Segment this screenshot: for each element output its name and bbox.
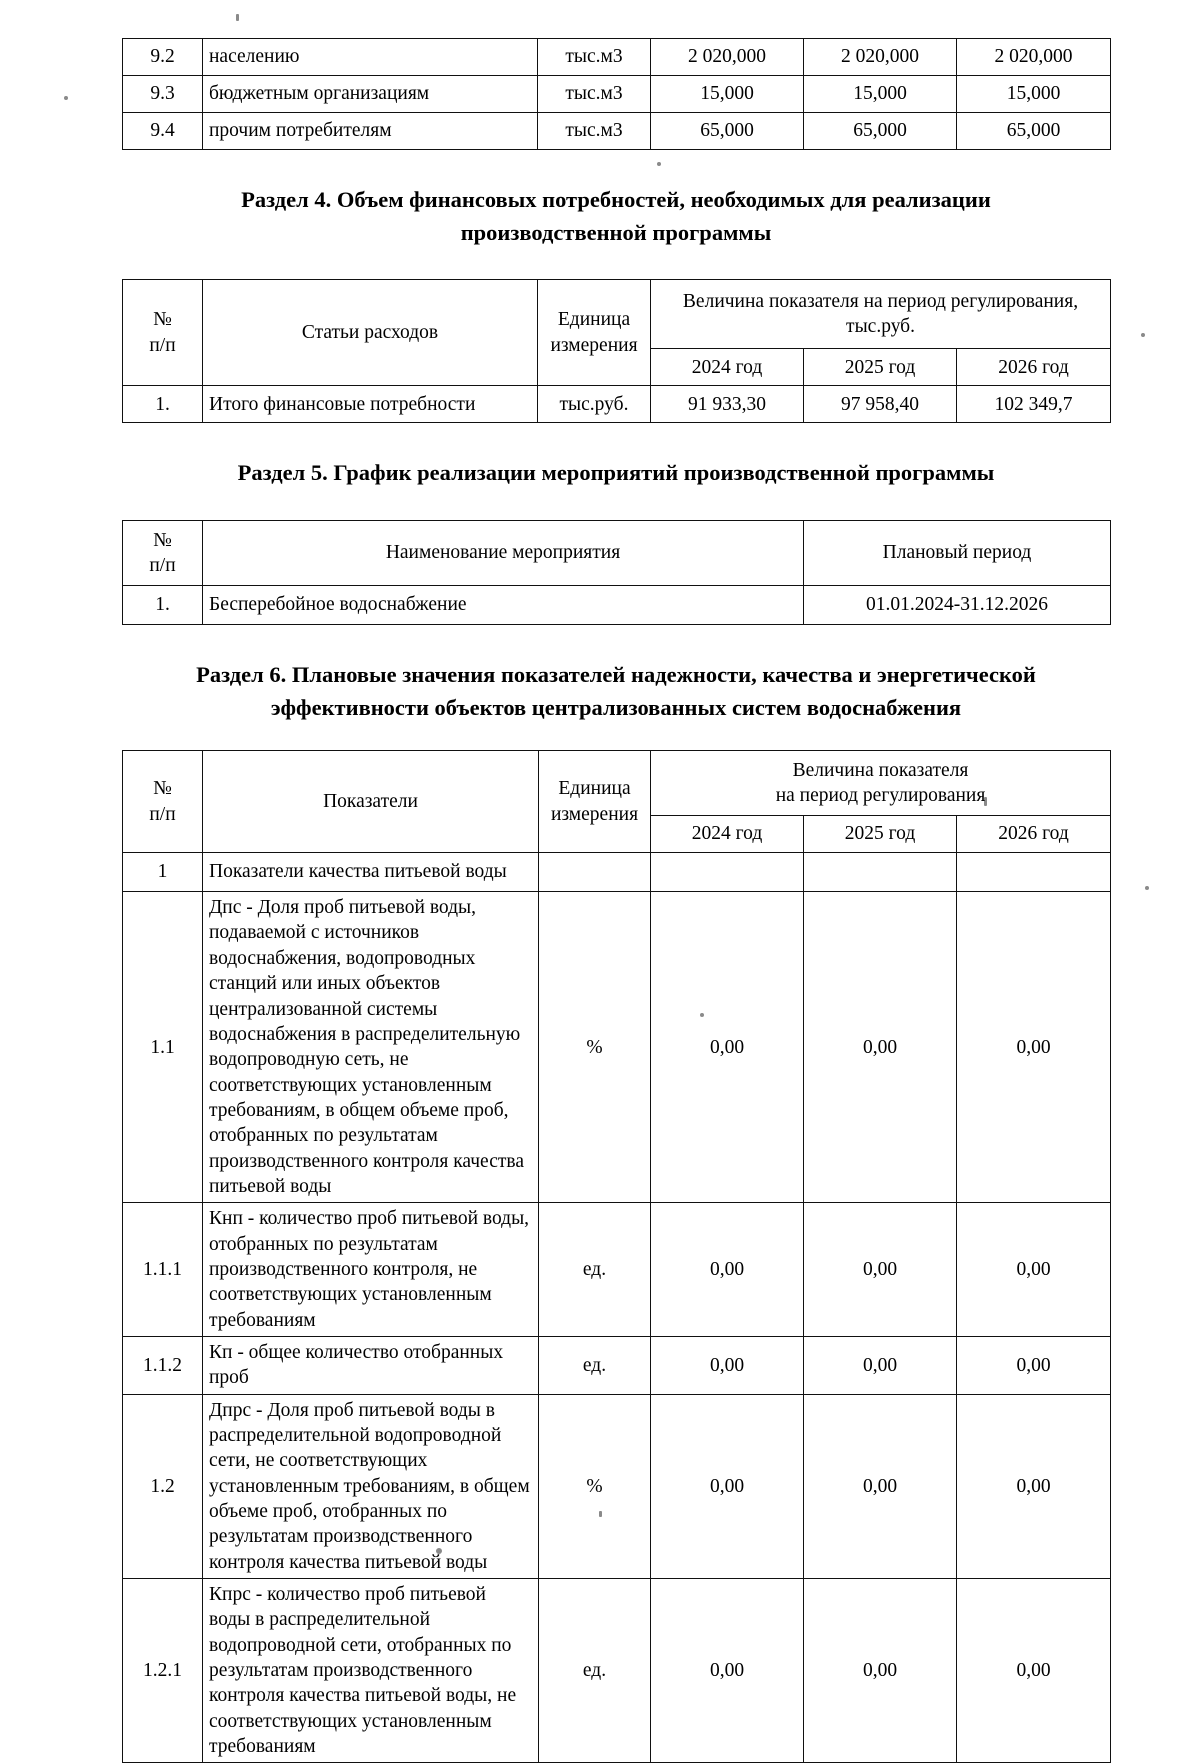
section-5-title-line-1: Раздел 5. График реализации мероприятий производственной программы [237,460,995,486]
column-header-period: Плановый период [804,520,1111,585]
row-value-2025: 0,00 [804,892,957,1203]
table-row [123,1336,1111,1394]
row-value-2026 [957,853,1111,892]
table-header-row [123,280,1111,349]
column-header-2026: 2026 год [957,816,1111,853]
row-value-2026: 102 349,7 [957,386,1111,423]
column-header-number-line-1: № [153,309,172,331]
row-value-2024: 0,00 [651,1203,804,1337]
section-4-title-line-1: Раздел 4. Объем финансовых потребностей, необходимых для реализации [241,187,991,212]
column-header-number-line-1: № [153,529,172,551]
column-header-value-group-line-2: тыс.руб. [846,316,915,338]
row-value-2024: 65,000 [651,113,804,150]
row-value-2024: 15,000 [651,76,804,113]
column-header-unit [538,280,651,386]
column-header-number-line-1: № [153,778,172,800]
table-row [123,585,1111,624]
table-row [123,892,1111,1203]
row-value-2025: 65,000 [804,113,957,150]
row-indicator-text: Кпрс - количество проб питьевой воды в распределительной водопроводной сети, отобранных по результатам производственного контроля качества питьевой воды, не соответствующих установленным требованиям [203,1579,539,1763]
row-value-2024: 0,00 [651,1394,804,1578]
column-header-2024: 2024 год [651,816,804,853]
column-header-2026: 2026 год [957,349,1111,386]
column-header-number-line-2: п/п [149,334,176,356]
scan-speck [1141,333,1145,337]
row-unit: тыс.м3 [538,76,651,113]
row-number: 1.1.1 [123,1203,203,1337]
column-header-indicators: Показатели [203,751,539,853]
row-event: Бесперебойное водоснабжение [203,585,804,624]
table-section-6-head [123,751,1111,853]
table-section-5-body [123,585,1111,624]
row-number: 1. [123,386,203,423]
row-unit: ед. [539,1203,651,1337]
row-value-2025: 97 958,40 [804,386,957,423]
row-value-2026: 15,000 [957,76,1111,113]
row-value-2024 [651,853,804,892]
row-number: 9.2 [123,39,203,76]
column-header-number [123,280,203,386]
section-6-title-line-1: Раздел 6. Плановые значения показателей надежности, качества и энергетической [196,661,1036,687]
column-header-number-line-2: п/п [149,554,176,576]
table-row [123,76,1111,113]
table-row [123,1203,1111,1337]
section-6-title [122,659,1110,724]
row-indicator-text: Дпс - Доля проб питьевой воды, подаваемой с источников водоснабжения, водопроводных станций или иных объектов централизованной системы водоснабжения в распределительную водопроводную сеть, не соответствующих установленным требованиям, в общем объеме проб, отобранных по результатам производственного контроля качества питьевой воды [203,892,539,1203]
row-indicator-text: Показатели качества питьевой воды [203,853,539,892]
table-row [123,853,1111,892]
row-value-2026: 0,00 [957,1203,1111,1337]
table-section-4 [122,279,1111,423]
row-value-2025: 0,00 [804,1336,957,1394]
row-period: 01.01.2024-31.12.2026 [804,585,1111,624]
row-name: Итого финансовые потребности [203,386,538,423]
row-value-2025: 0,00 [804,1579,957,1763]
row-unit: тыс.руб. [538,386,651,423]
section-5-title [122,457,1110,490]
row-value-2025: 0,00 [804,1394,957,1578]
row-unit: ед. [539,1579,651,1763]
column-header-2025: 2025 год [804,349,957,386]
row-value-2026: 2 020,000 [957,39,1111,76]
scan-speck [64,96,68,100]
column-header-unit-line-1: Единица [558,778,631,800]
column-header-number [123,520,203,585]
row-number: 1.2 [123,1394,203,1578]
table-section-4-head [123,280,1111,386]
row-value-2026: 0,00 [957,892,1111,1203]
row-name: населению [203,39,538,76]
row-unit: ед. [539,1336,651,1394]
column-header-value-group [651,751,1111,816]
row-name: бюджетным организациям [203,76,538,113]
table-section-5 [122,520,1111,625]
row-value-2026: 0,00 [957,1394,1111,1578]
column-header-unit-line-2: измерения [550,803,639,825]
column-header-items: Статьи расходов [203,280,538,386]
column-header-unit-line-2: измерения [550,334,638,356]
row-value-2025: 0,00 [804,1203,957,1337]
document-content [122,0,1110,1763]
column-header-number [123,751,203,853]
table-header-row [123,751,1111,816]
row-unit: % [539,1394,651,1578]
row-unit [539,853,651,892]
row-value-2025: 15,000 [804,76,957,113]
row-number: 1.1.2 [123,1336,203,1394]
column-header-number-line-2: п/п [149,803,176,825]
row-number: 1. [123,585,203,624]
table-section-4-body [123,386,1111,423]
row-number: 9.4 [123,113,203,150]
scan-speck [1145,886,1149,890]
table-row [123,386,1111,423]
row-value-2024: 0,00 [651,1579,804,1763]
row-value-2026: 0,00 [957,1579,1111,1763]
table-continuation-rows [122,38,1111,150]
row-indicator-text: Кп - общее количество отобранных проб [203,1336,539,1394]
section-4-title-line-2: производственной программы [460,219,772,245]
row-number: 9.3 [123,76,203,113]
table-header-row [123,520,1111,585]
row-unit: тыс.м3 [538,39,651,76]
table-continuation-body [123,39,1111,150]
table-row [123,1579,1111,1763]
table-row [123,39,1111,76]
row-unit: % [539,892,651,1203]
table-section-5-head [123,520,1111,585]
row-value-2024: 2 020,000 [651,39,804,76]
column-header-value-group [651,280,1111,349]
row-number: 1.2.1 [123,1579,203,1763]
row-value-2024: 91 933,30 [651,386,804,423]
row-value-2025: 2 020,000 [804,39,957,76]
table-row [123,1394,1111,1578]
row-number: 1.1 [123,892,203,1203]
column-header-value-group-line-2: на период регулирования [775,785,986,807]
row-number: 1 [123,853,203,892]
row-value-2026: 0,00 [957,1336,1111,1394]
row-value-2024: 0,00 [651,892,804,1203]
column-header-value-group-line-1: Величина показателя на период регулирования, [682,290,1079,312]
column-header-unit-line-1: Единица [557,309,631,331]
row-name: прочим потребителям [203,113,538,150]
row-value-2024: 0,00 [651,1336,804,1394]
table-section-6-body [123,853,1111,1763]
section-4-title [122,184,1110,249]
row-indicator-text: Кнп - количество проб питьевой воды, отобранных по результатам производственного контроля, не соответствующих установленным требованиям [203,1203,539,1337]
row-indicator-text: Дпрс - Доля проб питьевой воды в распределительной водопроводной сети, не соответствующих установленным требованиям, в общем объеме проб, отобранных по результатам производственного контроля качества питьевой воды [203,1394,539,1578]
table-section-6 [122,750,1111,1763]
row-value-2026: 65,000 [957,113,1111,150]
table-row [123,113,1111,150]
row-value-2025 [804,853,957,892]
section-6-title-line-2: эффективности объектов централизованных систем водоснабжения [270,694,962,720]
column-header-2025: 2025 год [804,816,957,853]
row-unit: тыс.м3 [538,113,651,150]
column-header-2024: 2024 год [651,349,804,386]
column-header-value-group-line-1: Величина показателя [792,759,969,781]
column-header-unit [539,751,651,853]
column-header-event: Наименование мероприятия [203,520,804,585]
